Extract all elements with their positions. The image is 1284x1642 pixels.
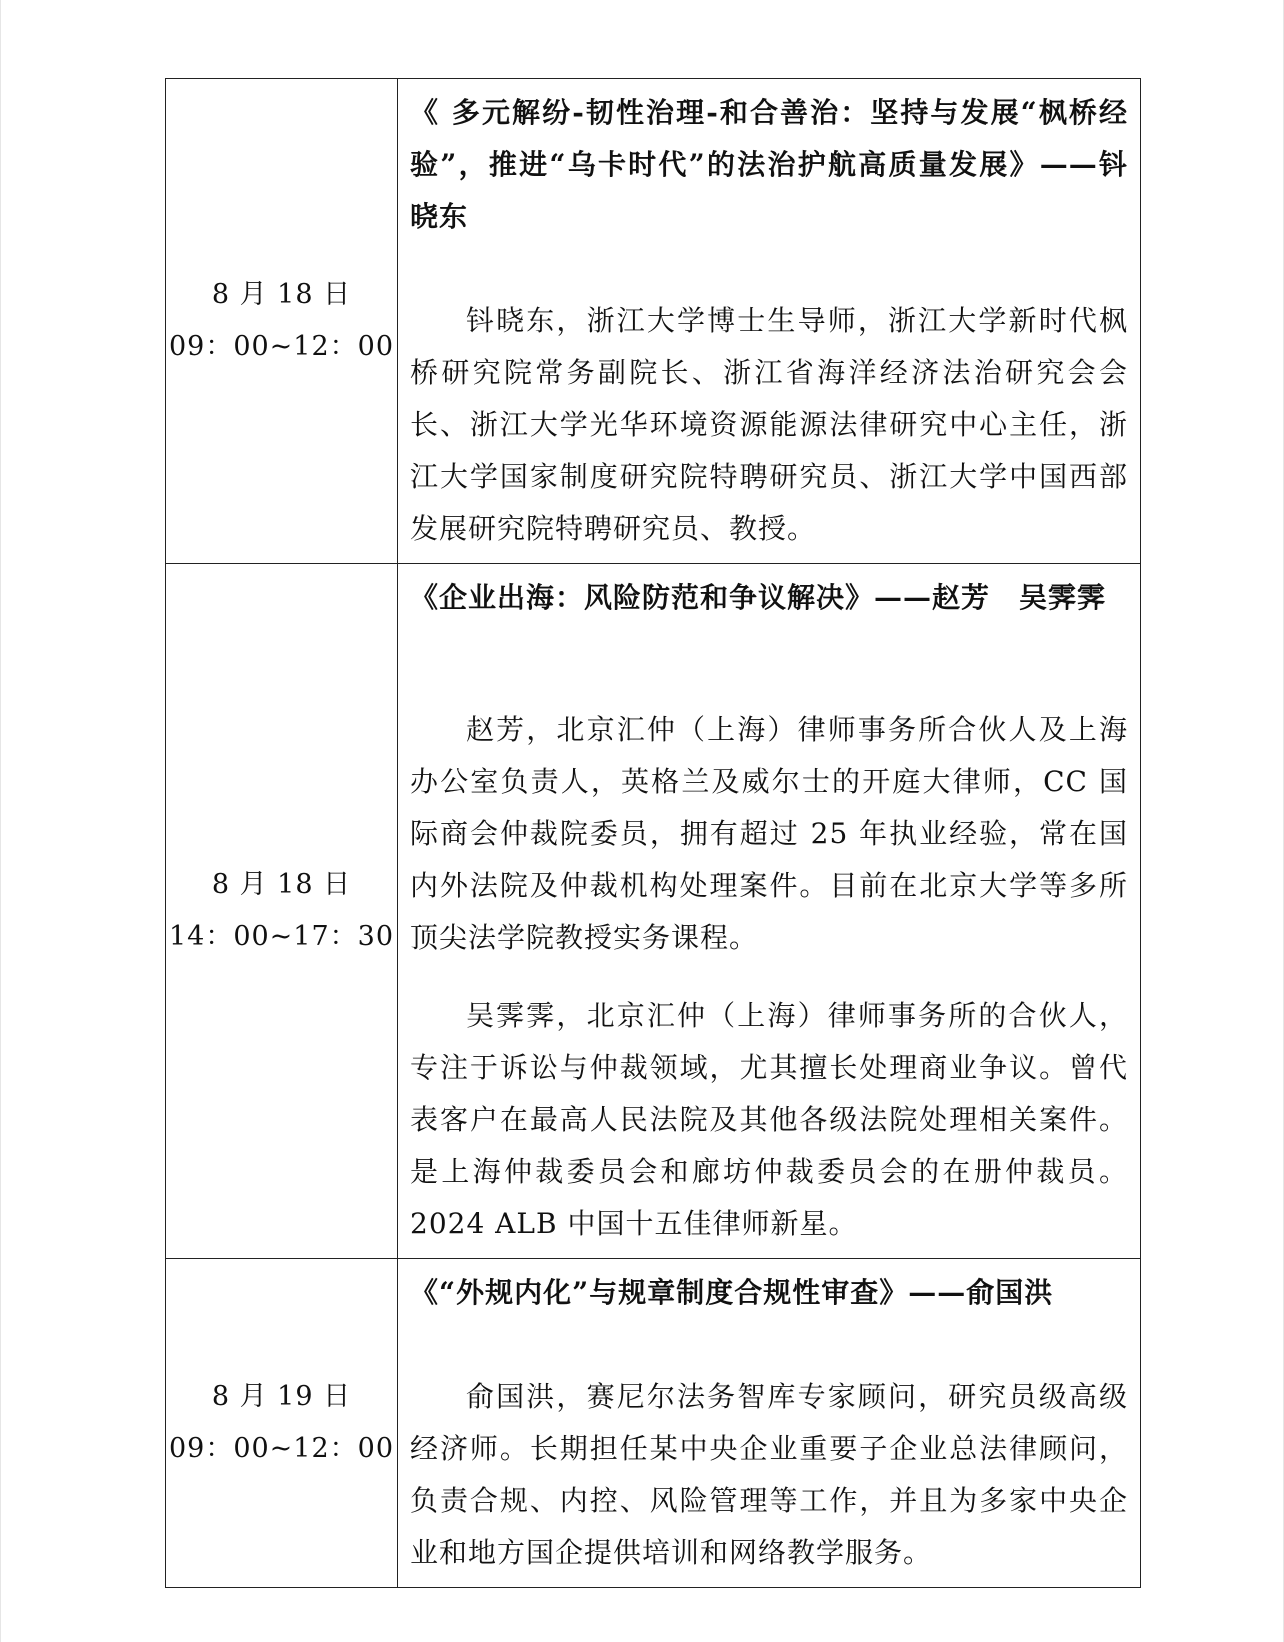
speaker-bio: 俞国洪，赛尼尔法务智库专家顾问，研究员级高级经济师。长期担任某中央企业重要子企业总法律顾问，负责合规、内控、风险管理等工作，并且为多家中央企业和地方国企提供培训和网络教学服务。 (410, 1380, 1128, 1569)
table-row (166, 564, 1141, 1259)
session-time: 09：00~12：00 (168, 1433, 395, 1464)
session-date: 8 月 18 日 (211, 279, 352, 310)
talk-title: 《 多元解纷-韧性治理-和合善治：坚持与发展“枫桥经验”，推进“乌卡时代”的法治护航高质量发展》——钭晓东 (410, 96, 1128, 233)
session-time: 09：00~12：00 (168, 331, 395, 362)
table-row (166, 1259, 1141, 1588)
content-cell (398, 564, 1141, 1259)
time-cell (166, 1259, 398, 1588)
speaker-bio: 吴霁霁，北京汇仲（上海）律师事务所的合伙人，专注于诉讼与仲裁领域，尤其擅长处理商业争议。曾代表客户在最高人民法院及其他各级法院处理相关案件。是上海仲裁委员会和廊坊仲裁委员会的在册仲裁员。2024 ALB 中国十五佳律师新星。 (410, 999, 1128, 1240)
session-date: 8 月 19 日 (211, 1381, 352, 1412)
time-cell (166, 564, 398, 1259)
content-cell (398, 79, 1141, 564)
speaker-bio: 赵芳，北京汇仲（上海）律师事务所合伙人及上海办公室负责人，英格兰及威尔士的开庭大律师，CC 国际商会仲裁院委员，拥有超过 25 年执业经验，常在国内外法院及仲裁机构处理案件。目前在北京大学等多所顶尖法学院教授实务课程。 (410, 713, 1128, 954)
content-cell (398, 1259, 1141, 1588)
talk-title: 《“外规内化”与规章制度合规性审查》——俞国洪 (410, 1276, 1054, 1309)
talk-title: 《企业出海：风险防范和争议解决》——赵芳 吴霁霁 (410, 581, 1107, 614)
table-row (166, 79, 1141, 564)
session-time: 14：00~17：30 (168, 921, 395, 952)
schedule-table (165, 78, 1141, 1588)
time-cell (166, 79, 398, 564)
speaker-bio: 钭晓东，浙江大学博士生导师，浙江大学新时代枫桥研究院常务副院长、浙江省海洋经济法治研究会会长、浙江大学光华环境资源能源法律研究中心主任，浙江大学国家制度研究院特聘研究员、浙江大学中国西部发展研究院特聘研究员、教授。 (410, 304, 1128, 545)
session-date: 8 月 18 日 (211, 869, 352, 900)
